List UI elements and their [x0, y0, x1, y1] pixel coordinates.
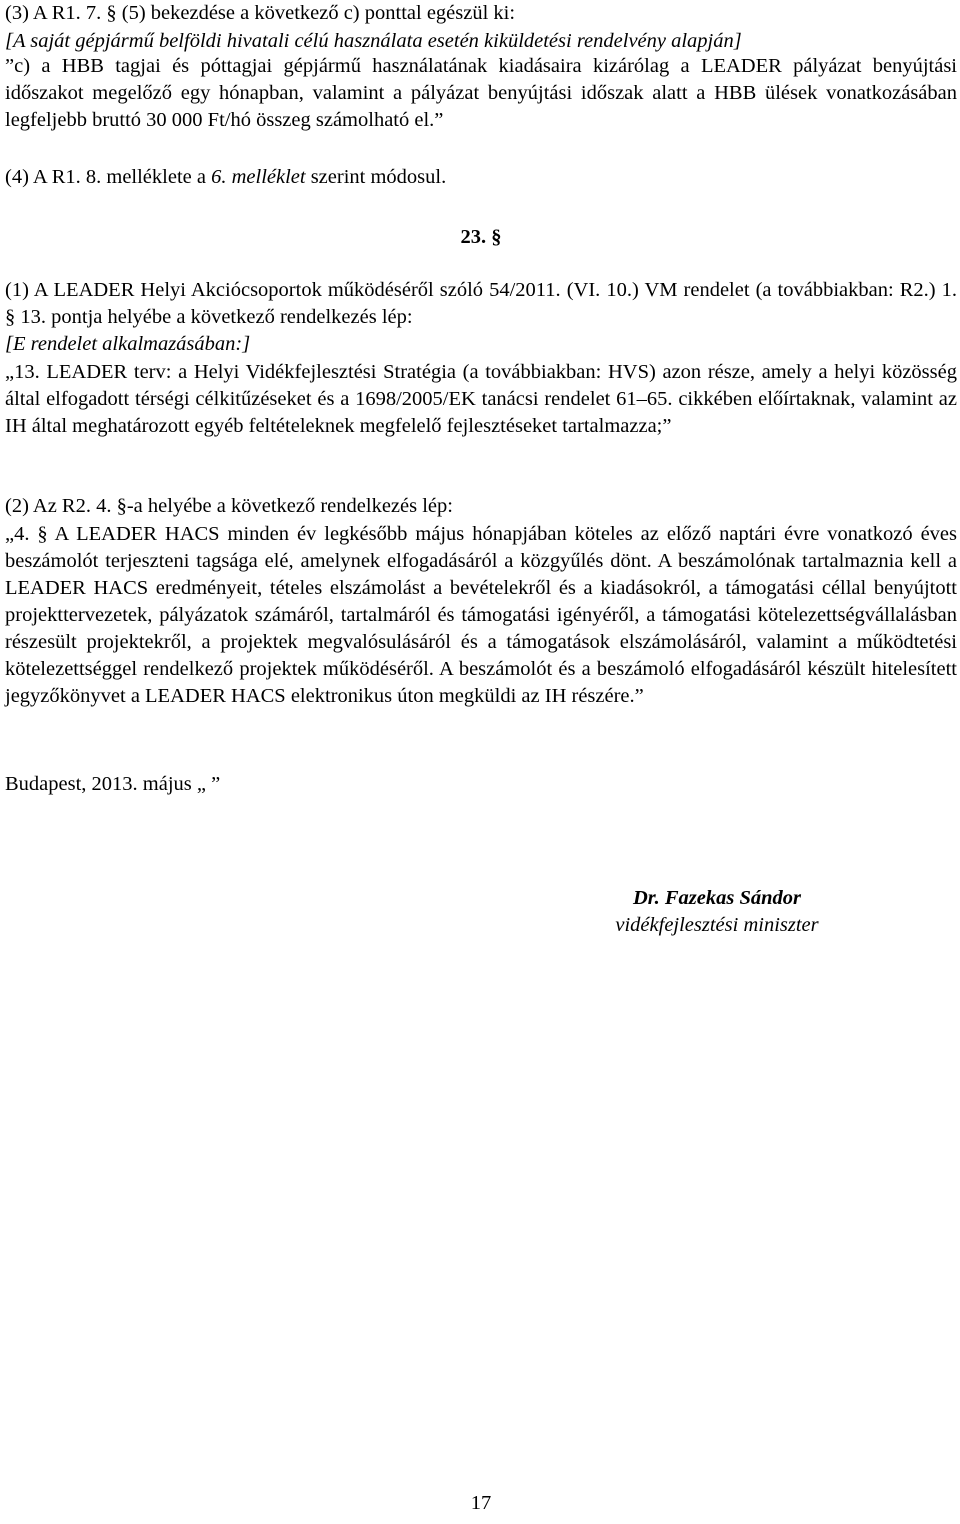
amendment-heading: (3) A R1. 7. § (5) bekezdése a következő c) ponttal egészül ki:	[5, 2, 516, 24]
place-and-date: Budapest, 2013. május „ ”	[5, 773, 221, 795]
annex-amendment-italic: 6. melléklet	[211, 166, 306, 188]
section-number: 23. §	[460, 226, 502, 248]
leader-terv-definition: „13. LEADER terv: a Helyi Vidékfejlesztési Stratégia (a továbbiakban: HVS) azon része, amely a helyi közösség által elfogadott térségi célkitűzéseket és a 1698/2005/EK tanácsi rendelet 61–65. cikkében előírtaknak, valamint az IH által meghatározott egyéb feltételeknek megfelelő fejlesztéseket tartalmazza;”	[5, 361, 957, 437]
annex-amendment-prefix: (4) A R1. 8. melléklete a	[5, 166, 212, 188]
section-paragraph-2: (2) Az R2. 4. §-a helyébe a következő rendelkezés lép:	[5, 495, 453, 517]
annex-amendment	[5, 164, 446, 191]
signatory-name: Dr. Fazekas Sándor	[632, 887, 802, 909]
amendment-body: ”c) a HBB tagjai és póttagjai gépjármű használatának kiadásaira kizárólag a LEADER pályázat benyújtási időszakot megelőző egy hónapban, valamint a pályázat benyújtási időszak alatt a HBB ülések vonatkozásában legfeljebb bruttó 30 000 Ft/hó összeg számolható el.”	[5, 55, 957, 131]
annual-report-provision: „4. § A LEADER HACS minden év legkésőbb május hónapjában köteles az előző naptári évre vonatkozó éves beszámolót terjeszteni tagsága elé, amelynek elfogadásáról a közgyűlés dönt. A beszámolónak tartalmaznia kell a LEADER HACS eredményeit, tételes elszámolást a bevételekről és a kiadásokról, a támogatási céllal benyújtott projekttervezetek, pályázatok számáról, tartalmáról és támogatási igényéről, a támogatási kötelezettségvállalásban részesült projektekről, a projektek megvalósulásáról és a támogatások elszámolásáról, valamint a működtetési kötelezettséggel rendelkező projektek működéséről. A beszámolót és a beszámoló elfogadásáról készült hitelesített jegyzőkönyvet a LEADER HACS elektronikus úton megküldi az IH részére.”	[5, 523, 957, 707]
signature-block	[597, 885, 837, 939]
page-number: 17	[470, 1492, 492, 1514]
section-paragraph-1: (1) A LEADER Helyi Akciócsoportok működéséről szóló 54/2011. (VI. 10.) VM rendelet (a továbbiakban: R2.) 1. § 13. pontja helyébe a következő rendelkezés lép:	[5, 279, 957, 328]
context-bracket-text: [A saját gépjármű belföldi hivatali célú használata esetén kiküldetési rendelvény alapján]	[5, 30, 742, 52]
signatory-title: vidékfejlesztési miniszter	[615, 914, 819, 936]
annex-amendment-suffix: szerint módosul.	[305, 166, 447, 188]
context-bracket-text-2: [E rendelet alkalmazásában:]	[5, 333, 251, 355]
